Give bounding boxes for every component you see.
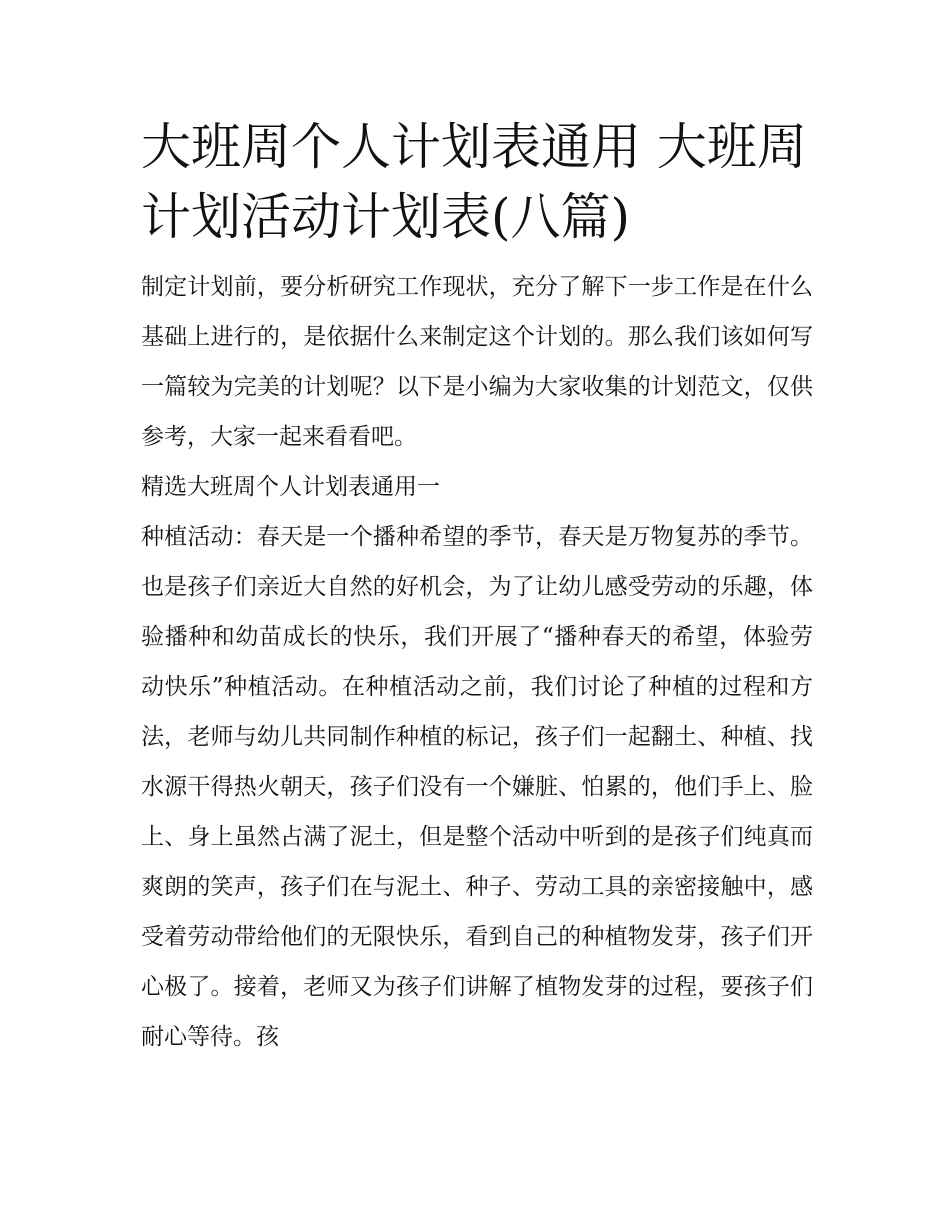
body-paragraph: 种植活动：春天是一个播种希望的季节，春天是万物复苏的季节。也是孩子们亲近大自然的好机会，为了让幼儿感受劳动的乐趣，体验播种和幼苗成长的快乐，我们开展了“播种春天的希望，体验劳动快乐”种植活动。在种植活动之前，我们讨论了种植的过程和方法，老师与幼儿共同制作种植的标记，孩子们一起翻土、种植、找水源干得热火朝天，孩子们没有一个嫌脏、怕累的，他们手上、脸上、身上虽然占满了泥土，但是整个活动中听到的是孩子们纯真而爽朗的笑声，孩子们在与泥土、种子、劳动工具的亲密接触中，感受着劳动带给他们的无限快乐，看到自己的种植物发芽，孩子们开心极了。接着，老师又为孩子们讲解了植物发芽的过程，要孩子们耐心等待。孩 (141, 524, 813, 1050)
intro-paragraph: 制定计划前，要分析研究工作现状，充分了解下一步工作是在什么基础上进行的，是依据什么来制定这个计划的。那么我们该如何写一篇较为完美的计划呢？以下是小编为大家收集的计划范文，仅供参考，大家一起来看看吧。 (141, 274, 813, 450)
section-heading: 精选大班周个人计划表通用一 (141, 474, 440, 500)
document-page (141, 112, 813, 1062)
document-title: 大班周个人计划表通用 大班周计划活动计划表(八篇) (141, 118, 807, 246)
